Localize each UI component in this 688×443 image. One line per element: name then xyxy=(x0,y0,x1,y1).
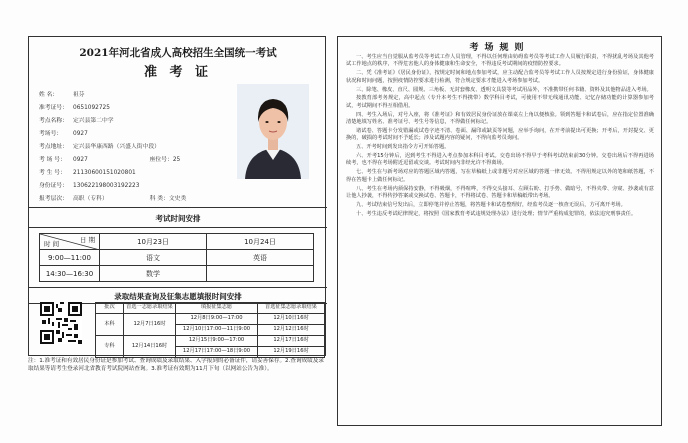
col-second-header: 首选征集志愿录取结果 xyxy=(258,303,325,314)
date-cell: 10月23日 xyxy=(100,234,207,250)
schedule-header-cell xyxy=(40,234,100,250)
field-site-address-label: 考点地址： xyxy=(39,144,68,150)
field-subject-label: 科 类： xyxy=(149,196,169,202)
second-result-cell: 12月12日16时 xyxy=(258,325,325,336)
batch-cell: 本科 xyxy=(96,314,124,336)
field-ticket-number-value: 0651092725 xyxy=(73,105,110,111)
col-first-header: 首选一志愿录取结果 xyxy=(124,303,176,314)
first-result-cell: 12月7日16时 xyxy=(124,314,176,336)
table-row xyxy=(40,234,314,250)
field-site-address xyxy=(39,141,160,150)
field-candidate-number xyxy=(39,167,136,176)
field-level-subject xyxy=(39,193,186,202)
field-ticket-number-label: 准考证号： xyxy=(39,105,68,111)
field-site-address-value: 定兴县华康西路（兴盛人街中段） xyxy=(73,144,160,150)
rule-paragraph: 四、考生入场后，对号入座，将《准考证》和有效居民身份证放在课桌左上角以便核验。领到答题卡和试卷后，应在指定位置准确清楚地填写姓名、准考证号、考生号等信息，不得做任何标记。 xyxy=(346,111,654,125)
field-exam-site-label: 考点名称： xyxy=(39,118,68,124)
rule-paragraph: 按教育部考务规定，高中起点（专升本考生不得携带）数学科目考试，可使用不带无线通讯功能、记忆存储功能的计算器参加考试，考试期间不得互相借用。 xyxy=(346,95,654,109)
subject-cell: 数学 xyxy=(100,266,207,282)
divider xyxy=(29,227,327,228)
field-ticket-number xyxy=(39,102,110,111)
field-id-number-value: 130622198003192223 xyxy=(73,183,140,189)
second-result-cell: 12月17日16时 xyxy=(258,336,325,347)
field-name xyxy=(39,89,85,98)
field-room-seat xyxy=(39,154,180,163)
admission-schedule-table xyxy=(95,302,325,358)
field-id-number-label: 身份证号： xyxy=(39,183,68,189)
date-cell: 10月24日 xyxy=(207,234,314,250)
ticket-exam-title: 2021年河北省成人高校招生全国统一考试 xyxy=(79,47,277,59)
table-row xyxy=(96,303,325,314)
ticket-notes: 注：1.准考证和有效居民身份证是参加考试、查询成绩及录取结果、入学报到的必备证件，请妥善保存。2.查询成绩及录取结果等请考生登录河北省教育考试院网站查询。3.准考证有效期为11月下旬（以网站公告为准）。 xyxy=(28,358,324,373)
rule-paragraph: 诸试卷、答题卡分发错漏或试卷字迹不清、卷面、漏印或缺页等问题，应举手询问，在开考前提出可更换；开考后，开封提交、更换的，破损的考试时间不予延长；涉及试题内容的疑问，不得向监考员询问。 xyxy=(346,127,654,142)
candidate-photo xyxy=(237,84,309,179)
rules-body xyxy=(346,54,654,220)
divider xyxy=(29,207,327,208)
second-result-cell: 12月19日16时 xyxy=(258,347,325,358)
first-result-cell: 12月14日16时 xyxy=(124,336,176,358)
field-candidate-number-value: 21130600151020801 xyxy=(73,170,136,176)
field-id-number xyxy=(39,180,139,189)
field-level-value: 高职（专科） xyxy=(73,196,108,202)
subject-cell: 语文 xyxy=(100,250,207,266)
field-room-code-value: 0927 xyxy=(73,131,88,137)
rule-paragraph: 八、考生在考场内须保持安静，不得吸烟，不得喧哗，不得交头接耳、左顾右盼、打手势、做暗号，不得夹带、旁窥、抄袭或有意让他人抄袭，不得传抄答案或交换试卷、答题卡，不得将试卷、答题卡和草稿纸带出考场。 xyxy=(346,185,654,199)
second-result-cell: 12月10日16时 xyxy=(258,314,325,325)
time-cell: 14:30—16:30 xyxy=(40,266,100,282)
exam-rules-panel xyxy=(337,36,662,426)
col-fill-header: 填报征集志愿 xyxy=(176,303,258,314)
field-exam-site-value: 定兴县第二中学 xyxy=(73,118,114,124)
fill-period-cell: 12月17日17:00—18日9:00 xyxy=(176,347,258,358)
batch-cell: 专科 xyxy=(96,336,124,358)
field-room-label: 考 场 号： xyxy=(39,157,66,163)
field-subject-value: 文史类 xyxy=(168,196,187,202)
table-row xyxy=(40,250,314,266)
field-candidate-number-label: 考 生 号： xyxy=(39,170,66,176)
fill-period-cell: 12月15日9:00—17:00 xyxy=(176,336,258,347)
field-level-label: 报考层次： xyxy=(39,196,68,202)
field-name-label: 姓 名： xyxy=(39,92,59,98)
field-name-value: 祖芬 xyxy=(73,92,85,98)
fill-period-cell: 12月10日17:00—11日9:00 xyxy=(176,325,258,336)
subject-cell: 英语 xyxy=(207,250,314,266)
exam-schedule-table xyxy=(39,233,314,282)
time-cell: 9:00—11:00 xyxy=(40,250,100,266)
rule-paragraph: 十、考生违反考试纪律规定，将按照《国家教育考试违规处理办法》进行处理；情节严重构成犯罪的，依法追究刑事责任。 xyxy=(356,210,637,217)
rule-paragraph: 二、凭《准考证》《居民身份证》，按规定时间和地点参加考试，应主动配合监考员等考试工作人员按规定进行身份验证，身体健康状况和时间问题，按照疫情防控要求进行检测，符合规定要求才能进入考场参加考试。 xyxy=(346,70,654,84)
table-row xyxy=(40,266,314,282)
rule-paragraph: 一、考生应当自觉服从监考员等考试工作人员管理，不得以任何理由妨碍监考员等考试工作人员履行职责，不得扰乱考场及其他考试工作地点的秩序，不得危害他人的身体健康和生命安全，不得违反考试期间的疫情防控要求。 xyxy=(346,54,654,68)
field-room-code xyxy=(39,128,88,137)
rule-paragraph: 九、考试结束信号发出后，立即停笔并停止答题，将答题卡和试卷整理好，经监考员逐一核查无误后，方可离开考场。 xyxy=(356,201,626,208)
schedule-title: 考试时间安排 xyxy=(155,214,201,223)
rule-paragraph: 五、开考时间到发出指令方可开始答题。 xyxy=(356,144,450,151)
rule-paragraph: 七、考生在与新考场对应的答题区域内答题，写在草稿纸上或非题号对应区域的答题一律无效。不得用规定以外的笔和纸答题，不得在答题卡上做任何标记。 xyxy=(346,169,654,183)
admission-title: 录取结果查询及征集志愿填报时间安排 xyxy=(114,292,242,301)
field-exam-site xyxy=(39,115,114,124)
header-date-label: 日 期 xyxy=(79,236,95,244)
table-row xyxy=(96,314,325,325)
qr-code-icon xyxy=(40,302,82,344)
rule-paragraph: 六、开考15分钟后，迟到考生不得进入考点参加本科目考试。交卷出场不得早于考科考试结束前30分钟。交卷出场后不得再进场续考，也不得在考场附近逗留或交谈。考试时间内非经允许不得离场。 xyxy=(346,153,654,167)
rules-title: 考场规则 xyxy=(469,43,530,53)
table-row xyxy=(96,336,325,347)
fill-period-cell: 12月8日9:00—17:00 xyxy=(176,314,258,325)
field-seat-value: 25 xyxy=(172,157,181,163)
ticket-title: 准 考 证 xyxy=(143,65,213,80)
rule-paragraph: 三、除笔、橡皮、直尺、圆规、三角板、无封套橡皮、透明文具袋等考试用品外，不准携带任何书籍、资料及其他物品进入考场。 xyxy=(356,86,652,93)
header-time-label: 时 间 xyxy=(44,240,60,248)
subject-cell xyxy=(207,266,314,282)
field-seat-label: 座位号： xyxy=(149,157,173,163)
field-room-code-label: 考场号： xyxy=(39,131,63,137)
divider xyxy=(29,287,327,288)
col-batch-header: 批次 xyxy=(96,303,124,314)
field-room-value: 0927 xyxy=(73,157,88,163)
